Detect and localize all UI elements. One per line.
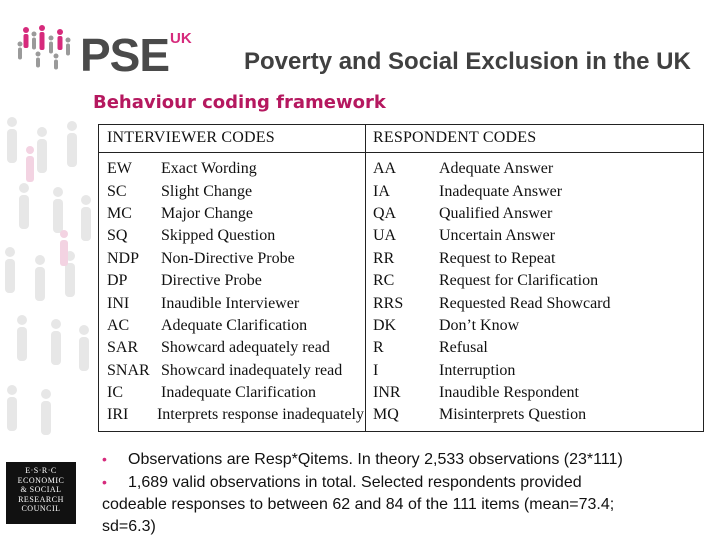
esrc-logo-line: COUNCIL	[21, 504, 61, 513]
esrc-logo-line: RESEARCH	[18, 494, 64, 504]
respondent-code-code: R	[373, 339, 384, 357]
respondent-code-row	[367, 360, 703, 382]
interviewer-code-code: MC	[107, 204, 132, 222]
interviewer-code-code: IRI	[107, 406, 129, 424]
note-text-1: Observations are Resp*Qitems. In theory 2,533 observations (23*111)	[128, 451, 623, 468]
respondent-code-code: UA	[373, 227, 397, 245]
interviewer-code-row	[99, 337, 364, 359]
note-text-2: 1,689 valid observations in total. Selected respondents provided	[128, 474, 582, 491]
interviewer-codes-column	[99, 125, 364, 431]
slide-title: Behaviour coding framework	[93, 92, 386, 113]
respondent-code-code: RR	[373, 249, 395, 267]
interviewer-code-description: Exact Wording	[161, 160, 257, 178]
interviewer-code-code: SC	[107, 182, 127, 200]
note-item-1	[102, 448, 702, 471]
respondent-code-description: Uncertain Answer	[439, 227, 555, 245]
respondent-code-row	[367, 404, 703, 426]
respondent-code-row	[367, 270, 703, 292]
interviewer-code-code: EW	[107, 160, 132, 178]
respondent-code-code: INR	[373, 384, 401, 402]
interviewer-code-code: DP	[107, 272, 128, 290]
respondent-code-description: Interruption	[439, 361, 516, 379]
esrc-logo	[6, 462, 76, 524]
respondent-code-code: IA	[373, 182, 390, 200]
interviewer-code-code: SAR	[107, 339, 139, 357]
respondent-code-description: Request for Clarification	[439, 272, 599, 290]
respondent-code-code: QA	[373, 204, 397, 222]
respondent-code-description: Requested Read Showcard	[439, 294, 611, 312]
respondent-code-code: RC	[373, 272, 395, 290]
column-divider	[365, 125, 366, 431]
respondent-code-row	[367, 158, 703, 180]
header-title: Poverty and Social Exclusion in the UK	[244, 48, 691, 75]
respondent-code-description: Don’t Know	[439, 316, 520, 334]
respondent-code-row	[367, 382, 703, 404]
esrc-logo-line: & SOCIAL	[20, 485, 62, 494]
coding-table	[98, 124, 704, 432]
interviewer-code-code: SQ	[107, 227, 128, 245]
interviewer-code-row	[99, 158, 364, 180]
interviewer-code-description: Slight Change	[161, 182, 253, 200]
respondent-code-row	[367, 248, 703, 270]
interviewer-code-code: INI	[107, 294, 130, 312]
respondent-code-description: Adequate Answer	[439, 160, 554, 178]
interviewer-code-row	[99, 315, 364, 337]
respondent-codes-column	[367, 125, 703, 431]
interviewer-code-description: Major Change	[161, 204, 253, 222]
interviewer-code-row	[99, 360, 364, 382]
respondent-code-description: Qualified Answer	[439, 204, 553, 222]
background-people-icon	[0, 110, 98, 450]
interviewer-code-description: Non-Directive Probe	[161, 249, 295, 267]
interviewer-code-code: NDP	[107, 249, 140, 267]
interviewer-code-code: AC	[107, 316, 130, 334]
interviewer-code-row	[99, 225, 364, 247]
pse-logo-figures-icon	[16, 20, 80, 70]
header-rule	[99, 152, 703, 153]
interviewer-code-description: Interprets response inadequately	[156, 406, 364, 424]
respondent-code-row	[367, 225, 703, 247]
note-text-3: codeable responses to between 62 and 84 of the 111 items (mean=73.4;	[102, 496, 615, 513]
respondent-codes-list	[367, 158, 703, 427]
interviewer-code-code: SNAR	[107, 361, 150, 379]
interviewer-code-description: Inaudible Interviewer	[161, 294, 300, 312]
interviewer-code-description: Adequate Clarification	[161, 316, 308, 334]
pse-logo-uk: UK	[170, 30, 192, 47]
esrc-logo-line: E·S·R·C	[25, 466, 57, 475]
esrc-logo-line: ECONOMIC	[17, 475, 65, 485]
interviewer-code-row	[99, 382, 364, 404]
interviewer-code-row	[99, 292, 364, 314]
respondent-code-code: MQ	[373, 406, 399, 424]
note-text-4: sd=6.3)	[102, 518, 156, 535]
respondent-code-description: Inaudible Respondent	[439, 384, 579, 402]
respondent-codes-header: RESPONDENT CODES	[373, 129, 537, 146]
interviewer-code-row	[99, 404, 364, 426]
interviewer-codes-header: INTERVIEWER CODES	[107, 129, 275, 146]
respondent-code-code: I	[373, 361, 379, 379]
interviewer-code-description: Showcard adequately read	[161, 339, 330, 357]
esrc-logo-text	[6, 466, 76, 514]
interviewer-code-row	[99, 180, 364, 202]
respondent-code-code: AA	[373, 160, 397, 178]
interviewer-code-row	[99, 203, 364, 225]
interviewer-code-description: Skipped Question	[161, 227, 276, 245]
interviewer-code-description: Showcard inadequately read	[161, 361, 343, 379]
interviewer-code-description: Directive Probe	[161, 272, 262, 290]
notes	[102, 448, 702, 538]
respondent-code-row	[367, 203, 703, 225]
bullet-icon: •	[102, 474, 107, 490]
respondent-code-description: Inadequate Answer	[439, 182, 563, 200]
respondent-code-row	[367, 315, 703, 337]
bullet-icon: •	[102, 451, 107, 467]
interviewer-code-code: IC	[107, 384, 123, 402]
respondent-code-row	[367, 180, 703, 202]
interviewer-codes-list	[99, 158, 364, 427]
respondent-code-code: DK	[373, 316, 397, 334]
respondent-code-description: Request to Repeat	[439, 249, 556, 267]
respondent-code-row	[367, 292, 703, 314]
respondent-code-code: RRS	[373, 294, 404, 312]
pse-logo-text: PSE	[80, 29, 170, 81]
respondent-code-description: Refusal	[439, 339, 488, 357]
respondent-code-description: Misinterprets Question	[439, 406, 587, 424]
interviewer-code-row	[99, 248, 364, 270]
respondent-code-row	[367, 337, 703, 359]
note-item-2	[102, 471, 702, 494]
interviewer-code-row	[99, 270, 364, 292]
interviewer-code-description: Inadequate Clarification	[161, 384, 317, 402]
